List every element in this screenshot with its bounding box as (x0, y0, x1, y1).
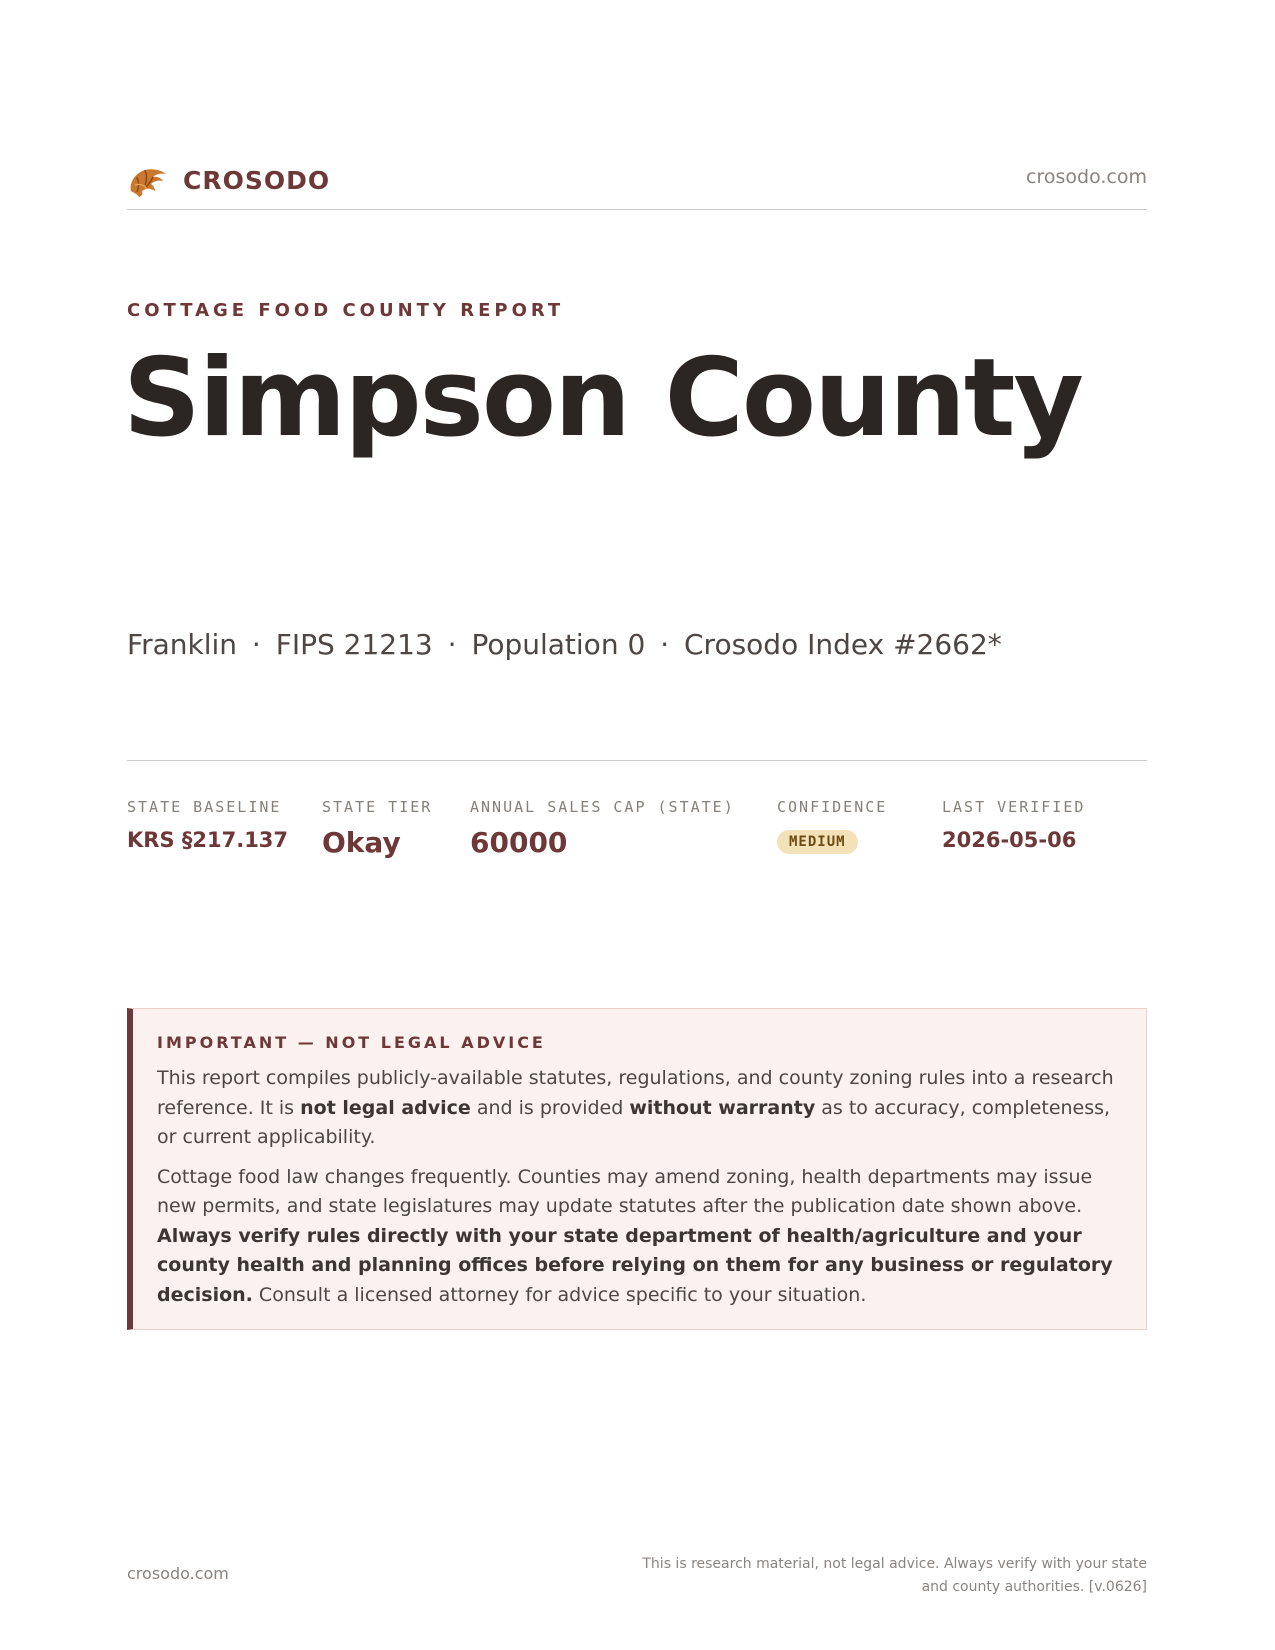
header-divider (127, 209, 1147, 210)
header-url[interactable]: crosodo.com (1026, 166, 1147, 188)
notice-text: and is provided (470, 1096, 630, 1119)
stat-label: STATE TIER (322, 798, 433, 816)
notice-emphasis: not legal advice (300, 1096, 471, 1119)
stats-row (127, 798, 1147, 878)
notice-paragraph (157, 1163, 1122, 1311)
brand[interactable] (127, 158, 330, 202)
page-title: Simpson County (123, 336, 1082, 461)
legal-notice (127, 1008, 1147, 1330)
stat-value: 60000 (470, 826, 568, 859)
brand-name: CROSODO (183, 165, 331, 195)
stat-confidence (777, 798, 887, 854)
footer-url[interactable]: crosodo.com (127, 1564, 229, 1583)
stat-last-verified (942, 798, 1085, 852)
subtitle-separator: · (251, 628, 261, 661)
stat-label: STATE BASELINE (127, 798, 282, 816)
subtitle-fips: FIPS 21213 (275, 628, 433, 661)
stat-value: Okay (322, 826, 401, 859)
stat-state-baseline (127, 798, 288, 852)
county-subtitle (127, 628, 1002, 661)
stat-value: KRS §217.137 (127, 828, 289, 852)
footer-disclaimer-line: This is research material, not legal advice. Always verify with your state (642, 1556, 1147, 1572)
notice-paragraph (157, 1064, 1122, 1153)
subtitle-separator: · (660, 628, 670, 661)
notice-text: as to accuracy, completeness, or current applicability. (157, 1096, 1111, 1148)
notice-text: Cottage food law changes frequently. Counties may amend zoning, health departments may issue new permits, and state legislatures may update statutes after the publication date shown above. (157, 1165, 1093, 1217)
footer-disclaimer-line: and county authorities. [v.0626] (921, 1579, 1147, 1595)
subtitle-separator: · (447, 628, 457, 661)
confidence-badge: MEDIUM (777, 830, 858, 854)
stat-label: ANNUAL SALES CAP (STATE) (470, 798, 735, 816)
subtitle-index: Crosodo Index #2662* (684, 628, 1002, 661)
notice-body (157, 1064, 1122, 1320)
notice-emphasis: Always verify rules directly with your state department of health/agriculture and your county health and planning offices before relying on them for any business or regulatory decision. (157, 1224, 1113, 1306)
page-header (127, 158, 1147, 202)
notice-title: IMPORTANT — NOT LEGAL ADVICE (157, 1033, 546, 1052)
stat-annual-sales-cap (470, 798, 735, 859)
report-page (123, 0, 1147, 1650)
croissant-icon (127, 161, 169, 199)
stat-state-tier (322, 798, 432, 859)
stat-value: 2026-05-06 (942, 828, 1077, 852)
report-eyebrow: COTTAGE FOOD COUNTY REPORT (127, 300, 565, 321)
notice-text: This report compiles publicly-available statutes, regulations, and county zoning rules into a research reference. It is (157, 1067, 1114, 1119)
notice-text: Consult a licensed attorney for advice specific to your situation. (252, 1283, 867, 1306)
stats-divider (127, 760, 1147, 761)
notice-emphasis: without warranty (629, 1096, 816, 1119)
stat-label: LAST VERIFIED (942, 798, 1086, 816)
footer-disclaimer (627, 1553, 1147, 1599)
subtitle-population: Population 0 (471, 628, 646, 661)
stat-label: CONFIDENCE (777, 798, 888, 816)
subtitle-state: Franklin (127, 628, 238, 661)
